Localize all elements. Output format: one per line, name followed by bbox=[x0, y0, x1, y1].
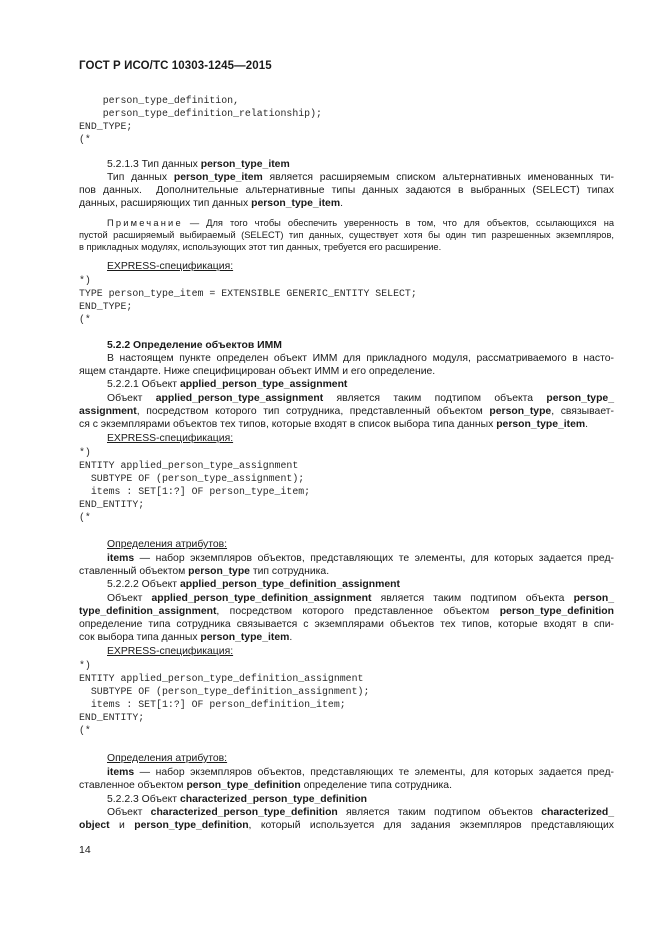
paragraph-line: object и person_type_definition, который используется для задания экземпляров представляющих bbox=[79, 820, 615, 831]
attributes-label: Определения атрибутов: bbox=[107, 753, 228, 764]
code-line: (* bbox=[79, 134, 91, 145]
code-line: person_type_definition_relationship); bbox=[79, 108, 322, 119]
note-line: Примечание — Для того чтобы обеспечить уверенность в том, что для объектов, ссылающихся на bbox=[107, 218, 614, 228]
paragraph-line: ставленное объектом person_type_definition определение типа сотрудника. bbox=[79, 780, 452, 791]
section-heading-5221: 5.2.2.1 Объект applied_person_type_assignment bbox=[107, 379, 348, 390]
attributes-label: Определения атрибутов: bbox=[107, 539, 228, 550]
note-line: в прикладных модулях, использующих этот тип данных, требуется его расширение. bbox=[79, 242, 442, 252]
paragraph-line: items — набор экземпляров объектов, представляющих те элементы, для которых задается пред- bbox=[107, 553, 614, 564]
paragraph-line: определение типа сотрудника связывается с экземплярами объектов тех типов, которые входят в спи- bbox=[79, 619, 614, 630]
code-line: items : SET[1:?] OF person_type_item; bbox=[79, 486, 311, 497]
express-spec-label: EXPRESS-спецификация: bbox=[107, 261, 234, 272]
page-number: 14 bbox=[79, 844, 91, 856]
code-line: *) bbox=[79, 447, 91, 458]
paragraph-line: Тип данных person_type_item является расширяемым списком альтернативных именованных ти- bbox=[107, 172, 614, 183]
code-line: *) bbox=[79, 660, 91, 671]
code-line: SUBTYPE OF (person_type_assignment); bbox=[79, 473, 305, 484]
note-line: пустой расширяемый выбираемый (SELECT) тип данных, существует хотя бы один тип разрешенных экземпляров, bbox=[79, 230, 614, 240]
code-line: (* bbox=[79, 512, 91, 523]
code-line: END_TYPE; bbox=[79, 301, 133, 312]
section-heading-5223: 5.2.2.3 Объект characterized_person_type_definition bbox=[107, 794, 368, 805]
section-heading-5213: 5.2.1.3 Тип данных person_type_item bbox=[107, 159, 290, 170]
paragraph-line: Объект characterized_person_type_definition является таким подтипом объектов characterized_ bbox=[107, 807, 614, 818]
code-line: SUBTYPE OF (person_type_definition_assignment); bbox=[79, 686, 370, 697]
paragraph-line: сок выбора типа данных person_type_item. bbox=[79, 632, 293, 643]
express-spec-label: EXPRESS-спецификация: bbox=[107, 433, 234, 444]
code-line: person_type_definition, bbox=[79, 95, 240, 106]
code-line: ENTITY applied_person_type_definition_assignment bbox=[79, 673, 364, 684]
code-line: TYPE person_type_item = EXTENSIBLE GENERIC_ENTITY SELECT; bbox=[79, 288, 417, 299]
paragraph-line: items — набор экземпляров объектов, представляющих те элементы, для которых задается пред- bbox=[107, 767, 614, 778]
code-line: items : SET[1:?] OF person_definition_item; bbox=[79, 699, 346, 710]
code-line: *) bbox=[79, 275, 91, 286]
section-heading-522: 5.2.2 Определение объектов ИММ bbox=[107, 340, 282, 351]
express-spec-label: EXPRESS-спецификация: bbox=[107, 646, 234, 657]
paragraph-line: В настоящем пункте определен объект ИММ для прикладного модуля, рассматриваемого в насто- bbox=[107, 353, 614, 364]
code-line: END_ENTITY; bbox=[79, 712, 145, 723]
paragraph-line: пов данных. Дополнительные альтернативные типы данных задаются в выбранных (SELECT) типах bbox=[79, 185, 614, 196]
paragraph-line: ся с экземплярами объектов тех типов, которые входят в список выбора типа данных person_type_item. bbox=[79, 419, 589, 430]
section-heading-5222: 5.2.2.2 Объект applied_person_type_definition_assignment bbox=[107, 579, 400, 590]
paragraph-line: Объект applied_person_type_assignment является таким подтипом объекта person_type_ bbox=[107, 393, 614, 404]
paragraph-line: type_definition_assignment, посредством которого представленное объектом person_type_definition bbox=[79, 606, 614, 617]
document-header: ГОСТ Р ИСО/ТС 10303-1245—2015 bbox=[79, 60, 272, 72]
code-line: END_ENTITY; bbox=[79, 499, 145, 510]
code-line: (* bbox=[79, 314, 91, 325]
paragraph-line: ящем стандарте. Ниже специфицирован объект ИММ и его определение. bbox=[79, 366, 436, 377]
code-line: ENTITY applied_person_type_assignment bbox=[79, 460, 299, 471]
paragraph-line: Объект applied_person_type_definition_assignment является таким подтипом объекта person_ bbox=[107, 593, 614, 604]
code-line: END_TYPE; bbox=[79, 121, 133, 132]
paragraph-line: данных, расширяющих тип данных person_type_item. bbox=[79, 198, 343, 209]
paragraph-line: assignment, посредством которого тип сотрудника, представленный объектом person_type, связывает- bbox=[79, 406, 614, 417]
code-line: (* bbox=[79, 725, 91, 736]
paragraph-line: ставленный объектом person_type тип сотрудника. bbox=[79, 566, 330, 577]
